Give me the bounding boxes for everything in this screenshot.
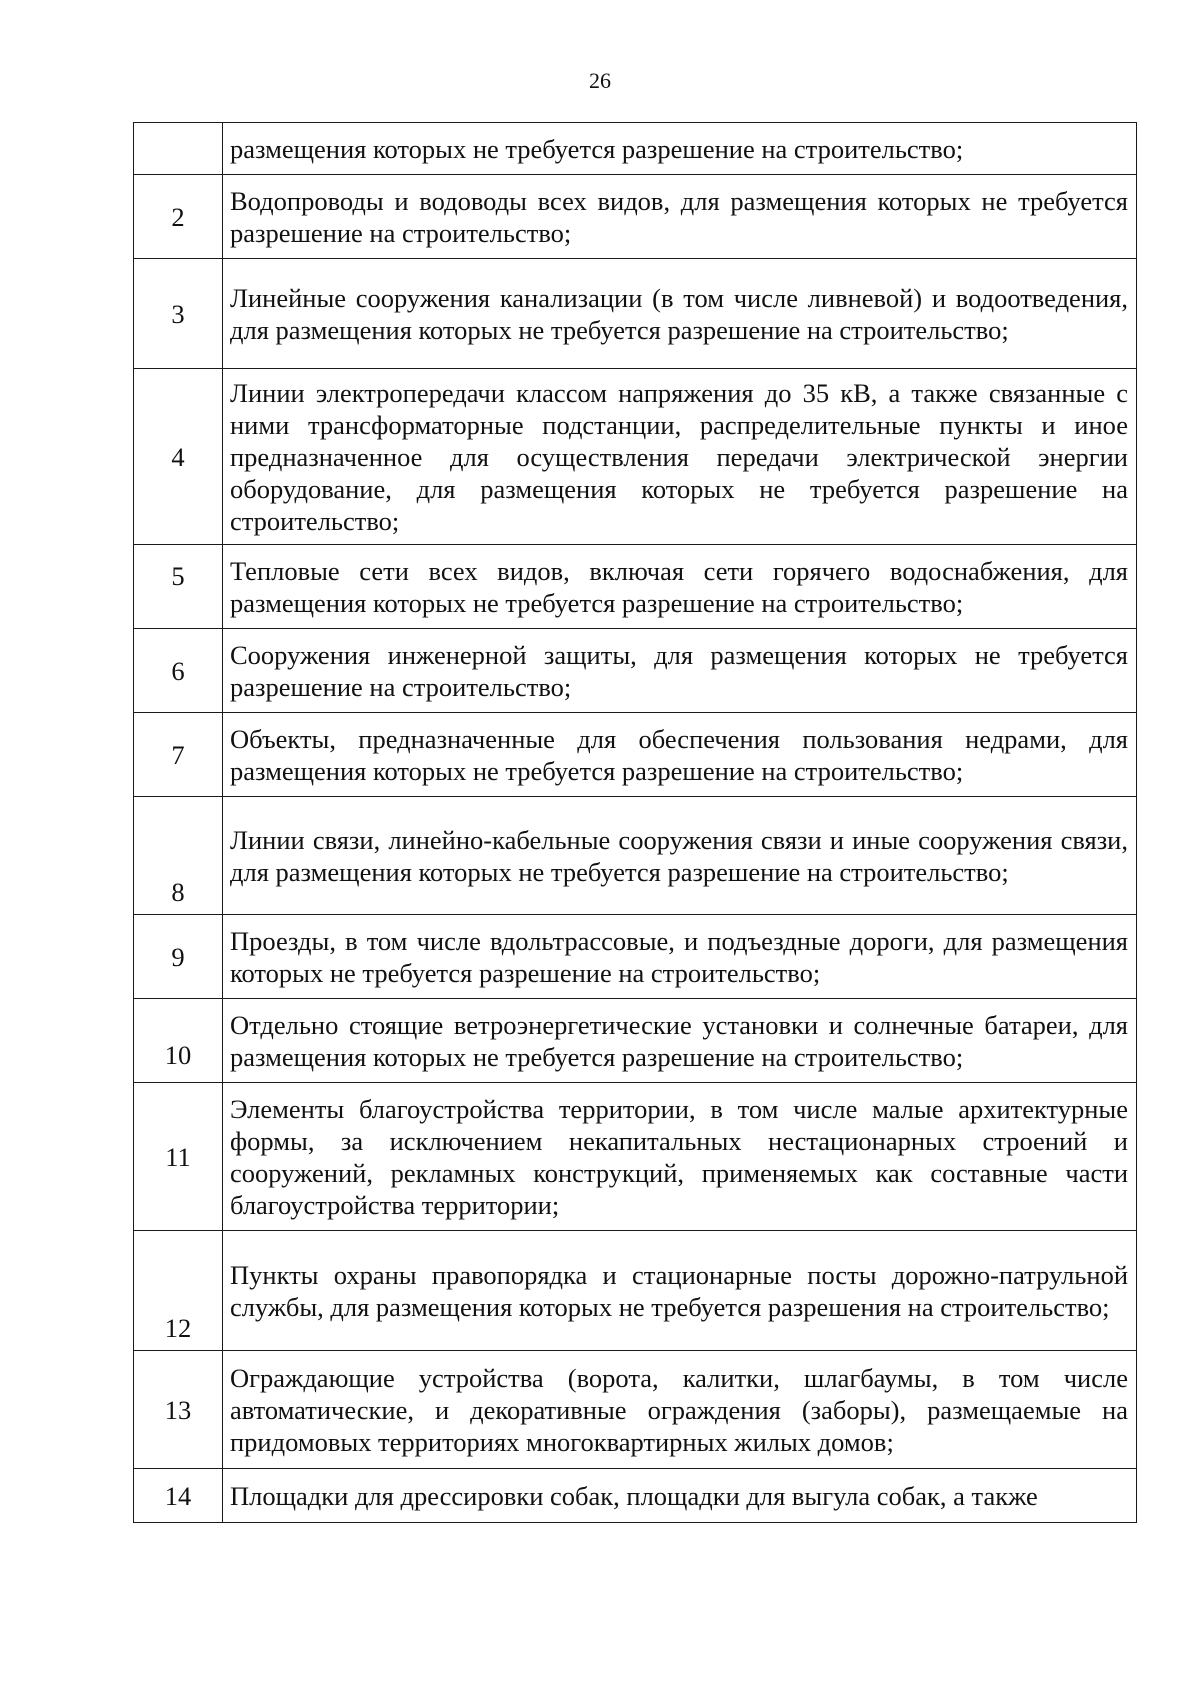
row-number: 8	[134, 797, 223, 915]
row-number: 9	[134, 915, 223, 999]
row-number: 14	[134, 1469, 223, 1523]
row-text: Линейные сооружения канализации (в том числе ливневой) и водоотведения, для размещения которых не требуется разрешение на строительство;	[223, 259, 1137, 369]
row-number: 3	[134, 259, 223, 369]
table-row	[134, 1351, 1137, 1469]
table-row	[134, 1469, 1137, 1523]
table-row	[134, 1231, 1137, 1351]
table-row	[134, 175, 1137, 259]
row-number: 7	[134, 713, 223, 797]
table-row	[134, 259, 1137, 369]
row-text: Пункты охраны правопорядка и стационарные посты дорожно-патрульной службы, для размещения которых не требуется разрешения на строительство;	[223, 1231, 1137, 1351]
row-text: Объекты, предназначенные для обеспечения пользования недрами, для размещения которых не требуется разрешение на строительство;	[223, 713, 1137, 797]
regulation-table	[133, 122, 1137, 1523]
row-text: Тепловые сети всех видов, включая сети горячего водоснабжения, для размещения которых не требуется разрешение на строительство;	[223, 545, 1137, 629]
table-row	[134, 629, 1137, 713]
row-text: размещения которых не требуется разрешение на строительство;	[223, 123, 1137, 175]
table-row	[134, 1083, 1137, 1231]
row-number: 4	[134, 369, 223, 545]
row-text: Сооружения инженерной защиты, для размещения которых не требуется разрешение на строительство;	[223, 629, 1137, 713]
row-number	[134, 123, 223, 175]
table-row	[134, 713, 1137, 797]
row-text: Площадки для дрессировки собак, площадки для выгула собак, а также	[223, 1469, 1137, 1523]
row-text: Линии связи, линейно-кабельные сооружения связи и иные сооружения связи, для размещения которых не требуется разрешение на строительство;	[223, 797, 1137, 915]
row-number: 10	[134, 999, 223, 1083]
row-number: 5	[134, 545, 223, 629]
row-number: 2	[134, 175, 223, 259]
table-row	[134, 369, 1137, 545]
table-row	[134, 797, 1137, 915]
table-row	[134, 915, 1137, 999]
row-number: 6	[134, 629, 223, 713]
row-text: Линии электропередачи классом напряжения до 35 кВ, а также связанные с ними трансформаторные подстанции, распределительные пункты и иное предназначенное для осуществления передачи электрической энергии оборудование, для размещения которых не требуется разрешение на строительство;	[223, 369, 1137, 545]
row-number: 11	[134, 1083, 223, 1231]
table-row	[134, 545, 1137, 629]
row-text: Элементы благоустройства территории, в том числе малые архитектурные формы, за исключением некапитальных нестационарных строений и сооружений, рекламных конструкций, применяемых как составные части благоустройства территории;	[223, 1083, 1137, 1231]
row-number: 13	[134, 1351, 223, 1469]
row-text: Отдельно стоящие ветроэнергетические установки и солнечные батареи, для размещения которых не требуется разрешение на строительство;	[223, 999, 1137, 1083]
table-row	[134, 999, 1137, 1083]
row-text: Водопроводы и водоводы всех видов, для размещения которых не требуется разрешение на строительство;	[223, 175, 1137, 259]
page-number: 26	[589, 68, 611, 93]
table-row	[134, 123, 1137, 175]
row-text: Проезды, в том числе вдольтрассовые, и подъездные дороги, для размещения которых не требуется разрешение на строительство;	[223, 915, 1137, 999]
row-number: 12	[134, 1231, 223, 1351]
row-text: Ограждающие устройства (ворота, калитки, шлагбаумы, в том числе автоматические, и декоративные ограждения (заборы), размещаемые на придомовых территориях многоквартирных жилых домов;	[223, 1351, 1137, 1469]
